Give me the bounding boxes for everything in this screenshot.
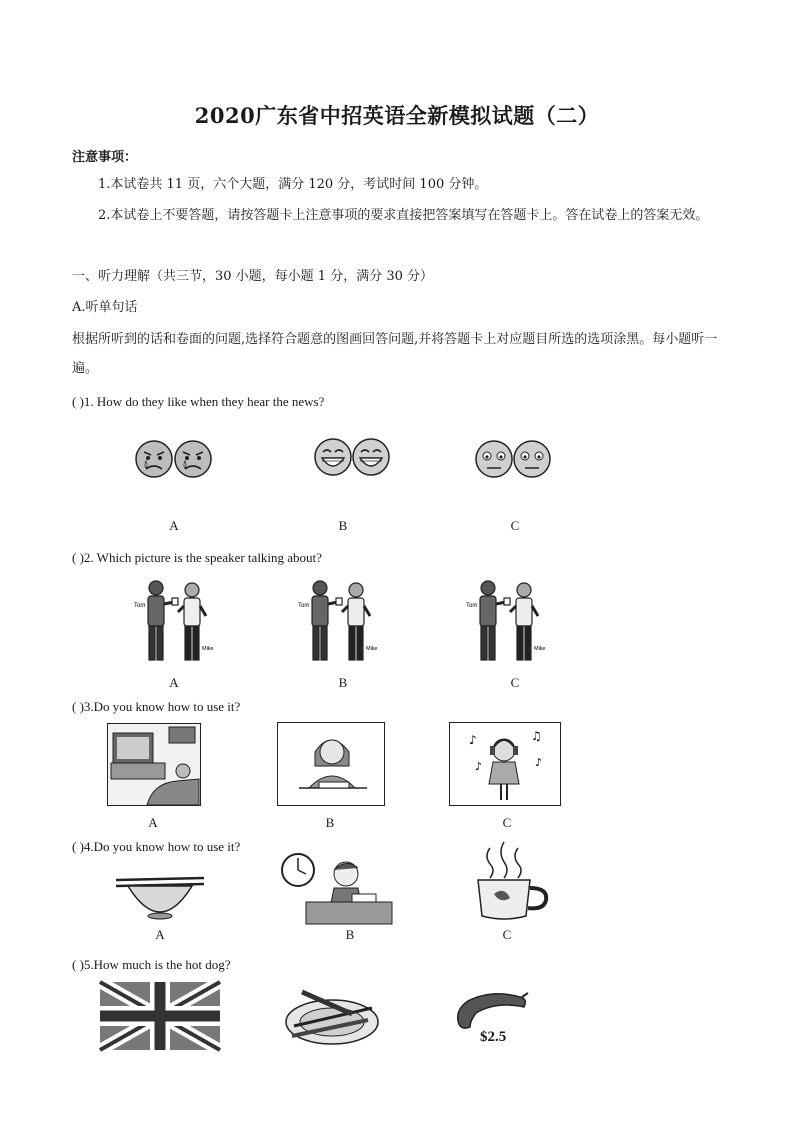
option-a-label: A <box>169 518 179 533</box>
hot-dog-sausage-icon <box>452 985 536 1045</box>
page-title: 2020广东省中招英语全新模拟试题（二） <box>194 103 600 128</box>
hot-tea-cup-icon <box>470 838 554 924</box>
svg-text:♪: ♪ <box>475 760 483 773</box>
option-c-label: C <box>502 815 512 830</box>
price-label: $2.5 <box>480 1029 507 1045</box>
option-a-label: A <box>169 675 179 690</box>
svg-text:♪: ♪ <box>469 733 477 747</box>
svg-text:♪: ♪ <box>535 756 543 769</box>
tag-mike: Mike <box>366 646 378 652</box>
option-c-label: C <box>510 518 520 533</box>
tag-tom: Tom <box>466 603 478 609</box>
option-b-label: B <box>338 675 348 690</box>
uk-flag-icon <box>100 982 220 1050</box>
notice-item-1: 1.本试卷共 11 页，六个大题，满分 120 分，考试时间 100 分钟。 <box>98 177 488 192</box>
tag-tom: Tom <box>134 603 146 609</box>
girl-writing-picture <box>277 722 385 806</box>
boy-clock-desk-icon <box>280 852 392 926</box>
option-b-label: B <box>325 815 335 830</box>
question-5 <box>72 957 231 973</box>
tv-room-picture <box>107 723 201 806</box>
two-boys-picture-b <box>298 578 388 666</box>
question-3 <box>72 699 240 715</box>
bowl-chopsticks-icon <box>116 872 206 922</box>
question-text: 5.How much is the hot dog? <box>83 957 231 972</box>
laughing-faces-icon <box>313 436 393 478</box>
answer-blank: ( ) <box>72 394 84 409</box>
option-a-label: A <box>148 815 158 830</box>
svg-text:♫: ♫ <box>531 729 542 743</box>
two-boys-picture-c <box>466 578 556 666</box>
plate-fork-knife-icon <box>282 990 382 1048</box>
option-b-label: B <box>345 927 355 942</box>
option-c-label: C <box>502 927 512 942</box>
question-text: 3.Do you know how to use it? <box>83 699 241 714</box>
answer-blank: ( ) <box>72 550 84 565</box>
question-text: 4.Do you know how to use it? <box>83 839 241 854</box>
notice-item-2: 2.本试卷上不要答题，请按答题卡上注意事项的要求直接把答案填写在答题卡上。答在试卷上的答案无效。 <box>98 208 709 223</box>
question-4 <box>72 839 240 855</box>
question-2 <box>72 550 322 566</box>
question-1 <box>72 394 324 410</box>
section-heading: 一、听力理解（共三节，30 小题，每小题 1 分，满分 30 分） <box>72 269 434 284</box>
answer-blank: ( ) <box>72 839 84 854</box>
tag-tom: Tom <box>298 603 310 609</box>
crying-faces-icon <box>134 438 214 480</box>
answer-blank: ( ) <box>72 957 84 972</box>
question-text: 2. Which picture is the speaker talking about? <box>83 550 322 565</box>
option-c-label: C <box>510 675 520 690</box>
answer-blank: ( ) <box>72 699 84 714</box>
option-b-label: B <box>338 518 348 533</box>
question-text: 1. How do they like when they hear the news? <box>83 394 325 409</box>
option-a-label: A <box>155 927 165 942</box>
part-a-title: A.听单句话 <box>72 300 138 315</box>
instructions: 根据所听到的话和卷面的问题,选择符合题意的图画回答问题,并将答题卡上对应题目所选的选项涂黑。每小题听一遍。 <box>72 332 718 376</box>
notice-heading: 注意事项： <box>72 150 138 165</box>
two-boys-picture-a <box>134 578 224 666</box>
neutral-faces-icon <box>474 438 554 480</box>
girl-headphones-picture <box>449 722 561 806</box>
tag-mike: Mike <box>202 646 214 652</box>
tag-mike: Mike <box>534 646 546 652</box>
